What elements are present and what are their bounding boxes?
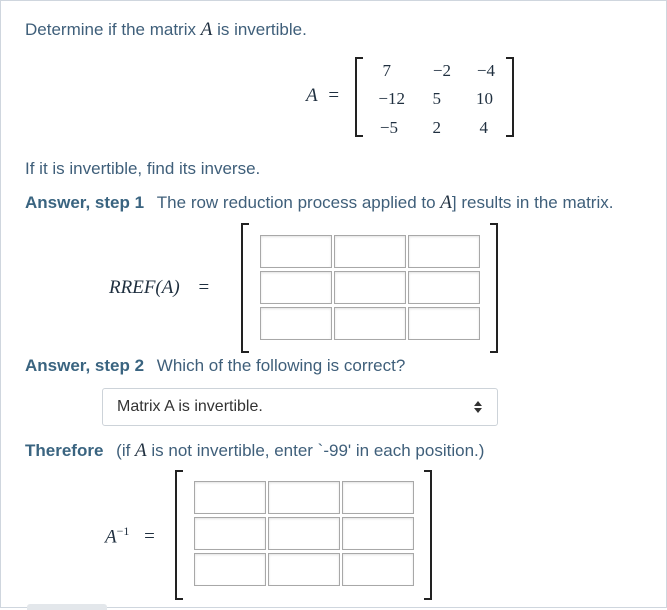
inverse-base: A bbox=[105, 526, 117, 548]
therefore-label: Therefore bbox=[25, 441, 104, 460]
rref-input-r2c2[interactable] bbox=[334, 271, 406, 304]
therefore-prefix: (if bbox=[116, 441, 136, 460]
rref-expression: RREF(A) bbox=[109, 277, 180, 298]
matrix-name: A bbox=[306, 85, 318, 106]
inverse-input-r3c1[interactable] bbox=[194, 553, 266, 586]
matrix-cell: 10 bbox=[476, 89, 493, 108]
equals-sign: = bbox=[328, 85, 340, 106]
inverse-left-bracket bbox=[175, 470, 183, 600]
therefore-suffix: is not invertible, enter `-99' in each position.) bbox=[146, 441, 485, 460]
inverse-input-grid bbox=[194, 481, 414, 586]
step1-variable: A bbox=[440, 192, 452, 213]
rref-input-r3c3[interactable] bbox=[408, 307, 480, 340]
inverse-label bbox=[105, 524, 155, 548]
prompt-prefix: Determine if the matrix bbox=[25, 20, 201, 39]
given-matrix-right-bracket bbox=[506, 57, 514, 137]
inverse-input-r2c1[interactable] bbox=[194, 517, 266, 550]
inverse-input-r2c2[interactable] bbox=[268, 517, 340, 550]
rref-right-bracket bbox=[490, 223, 498, 353]
rref-left-bracket bbox=[241, 223, 249, 353]
prompt-suffix: is invertible. bbox=[212, 20, 307, 39]
step1-desc-suffix: ] results in the matrix. bbox=[451, 193, 614, 212]
matrix-cell: 4 bbox=[479, 118, 488, 137]
step2-question: Which of the following is correct? bbox=[156, 356, 406, 375]
rref-input-grid bbox=[260, 235, 480, 340]
inverse-right-bracket bbox=[424, 470, 432, 600]
followup-text: If it is invertible, find its inverse. bbox=[25, 159, 261, 178]
inverse-exponent: −1 bbox=[116, 524, 130, 538]
rref-label bbox=[109, 277, 209, 299]
step1-desc-prefix: The row reduction process applied to bbox=[156, 193, 441, 212]
matrix-cell: −2 bbox=[432, 61, 451, 80]
rref-input-r2c1[interactable] bbox=[260, 271, 332, 304]
matrix-cell: 7 bbox=[382, 61, 391, 80]
rref-input-r2c3[interactable] bbox=[408, 271, 480, 304]
rref-input-r1c2[interactable] bbox=[334, 235, 406, 268]
rref-input-r3c2[interactable] bbox=[334, 307, 406, 340]
inverse-input-r3c2[interactable] bbox=[268, 553, 340, 586]
matrix-cell: 5 bbox=[432, 89, 441, 108]
question-prompt bbox=[25, 19, 307, 41]
matrix-cell: 2 bbox=[432, 118, 441, 137]
up-down-caret-icon bbox=[473, 398, 483, 416]
rref-input-r1c3[interactable] bbox=[408, 235, 480, 268]
inverse-input-r1c3[interactable] bbox=[342, 481, 414, 514]
inverse-input-r3c3[interactable] bbox=[342, 553, 414, 586]
inverse-input-r1c1[interactable] bbox=[194, 481, 266, 514]
inverse-input-r1c2[interactable] bbox=[268, 481, 340, 514]
step1-label: Answer, step 1 bbox=[25, 193, 145, 212]
therefore-text bbox=[25, 440, 484, 462]
rref-input-r1c1[interactable] bbox=[260, 235, 332, 268]
inverse-input-r2c3[interactable] bbox=[342, 517, 414, 550]
rref-input-r3c1[interactable] bbox=[260, 307, 332, 340]
therefore-variable: A bbox=[135, 440, 147, 461]
step1-text bbox=[25, 192, 613, 214]
step2-text bbox=[25, 356, 405, 376]
matrix-cell: −12 bbox=[378, 89, 405, 108]
matrix-cell: −5 bbox=[379, 118, 398, 137]
given-matrix-label bbox=[306, 85, 339, 107]
equals-sign: = bbox=[198, 277, 210, 298]
equals-sign: = bbox=[144, 526, 155, 548]
submit-button-partial[interactable] bbox=[27, 604, 107, 610]
invertibility-select[interactable] bbox=[102, 388, 498, 426]
select-value: Matrix A is invertible. bbox=[117, 398, 263, 415]
matrix-cell: −4 bbox=[476, 61, 495, 80]
step2-label: Answer, step 2 bbox=[25, 356, 145, 375]
prompt-variable: A bbox=[200, 19, 213, 40]
